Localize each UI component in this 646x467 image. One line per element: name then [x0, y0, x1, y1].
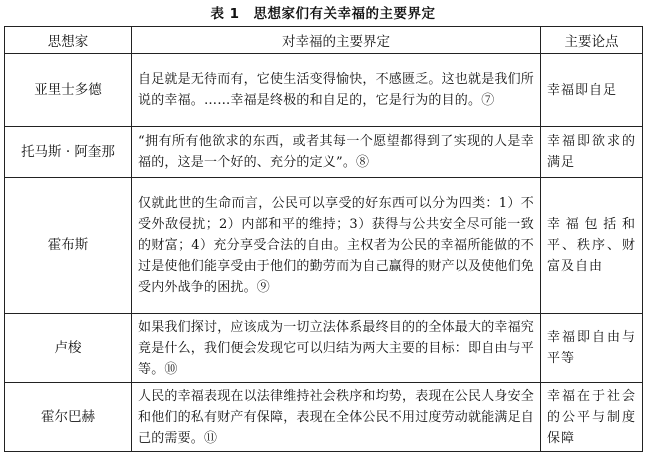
argument-cell: 幸福即自由与平等 — [541, 314, 643, 383]
table-header-row — [5, 27, 643, 54]
thinker-cell: 卢梭 — [5, 314, 132, 383]
definition-cell: 自足就是无待而有，它使生活变得愉快，不感匮乏。这也就是我们所说的幸福。……幸福是终极的和自足的，它是行为的目的。⑦ — [132, 54, 541, 127]
header-definition: 对幸福的主要界定 — [132, 27, 541, 54]
table-row — [5, 178, 643, 314]
thinker-cell: 亚里士多德 — [5, 54, 132, 127]
header-argument: 主要论点 — [541, 27, 643, 54]
table-number: 表 1 — [210, 6, 240, 22]
definition-cell: 如果我们探讨，应该成为一切立法体系最终目的的全体最大的幸福究竟是什么，我们便会发现它可以归结为两大主要的目标：即自由与平等。⑩ — [132, 314, 541, 383]
table-title: 思想家们有关幸福的主要界定 — [253, 6, 436, 22]
argument-cell: 幸福即自足 — [541, 54, 643, 127]
thinker-cell: 霍布斯 — [5, 178, 132, 314]
thinker-cell: 托马斯 · 阿奎那 — [5, 127, 132, 178]
table-row — [5, 54, 643, 127]
argument-cell: 幸福包括和平、秩序、财富及自由 — [541, 178, 643, 314]
thinker-cell: 霍尔巴赫 — [5, 383, 132, 452]
table-caption — [4, 4, 642, 26]
definition-cell: “拥有所有他欲求的东西，或者其每一个愿望都得到了实现的人是幸福的，这是一个好的、充分的定义”。⑧ — [132, 127, 541, 178]
argument-cell: 幸福即欲求的满足 — [541, 127, 643, 178]
table-row — [5, 127, 643, 178]
header-thinker: 思想家 — [5, 27, 132, 54]
happiness-definitions-table — [4, 26, 643, 452]
argument-cell: 幸福在于社会的公平与制度保障 — [541, 383, 643, 452]
table-row — [5, 314, 643, 383]
table-row — [5, 383, 643, 452]
definition-cell: 人民的幸福表现在以法律维持社会秩序和均势，表现在公民人身安全和他们的私有财产有保障，表现在全体公民不用过度劳动就能满足自己的需要。⑪ — [132, 383, 541, 452]
definition-cell: 仅就此世的生命而言，公民可以享受的好东西可以分为四类：1）不受外敌侵扰；2）内部和平的维持；3）获得与公共安全尽可能一致的财富；4）充分享受合法的自由。主权者为公民的幸福所能做的不过是使他们能享受由于他们的勤劳而为自己赢得的财产以及使他们免受内外战争的困扰。⑨ — [132, 178, 541, 314]
